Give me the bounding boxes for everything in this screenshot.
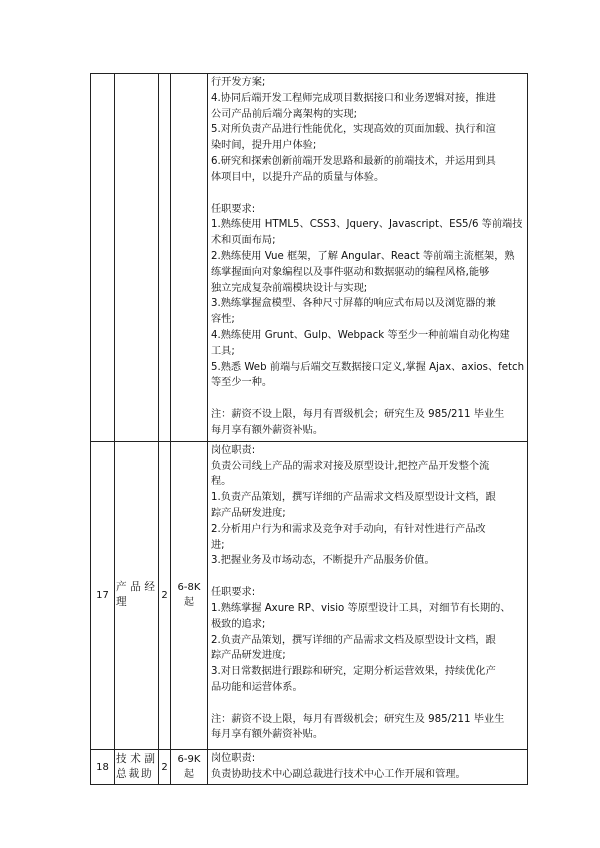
row-number-cell — [91, 74, 115, 442]
row-number-cell: 17 — [91, 441, 115, 749]
description-line: 工具; — [211, 345, 235, 357]
description-line: 品功能和运营体系。 — [211, 681, 303, 693]
job-table-body — [91, 74, 528, 785]
description-line: 3.熟练掌握盒模型、各种尺寸屏幕的响应式布局以及浏览器的兼 — [211, 298, 496, 310]
description-line: 3.对日常数据进行跟踪和研究，定期分析运营效果，持续优化产 — [211, 666, 496, 678]
description-line: 岗位职责: — [211, 752, 256, 764]
description-line: 3.把握业务及市场动态，不断提升产品服务价值。 — [211, 555, 435, 567]
description-line: 2.熟练使用 Vue 框架，了解 Angular、React 等前端主流框架，熟 — [211, 250, 515, 262]
blank-line — [211, 696, 525, 712]
description-line: 1.熟练使用 HTML5、CSS3、Jquery、Javascript、ES5/6 等前端技 — [211, 219, 523, 231]
description-line: 岗位职责: — [211, 444, 256, 456]
description-line: 进; — [211, 539, 225, 551]
description-line: 公司产品前后端分离架构的实现; — [211, 108, 358, 120]
description-line: 踪产品研发进度; — [211, 650, 286, 662]
description-line: 容性; — [211, 314, 235, 326]
description-line: 负责公司线上产品的需求对接及原型设计,把控产品开发整个流 — [211, 460, 490, 472]
description-line: 1.负责产品策划，撰写详细的产品需求文档及原型设计文档，跟 — [211, 492, 496, 504]
position-title-cell — [115, 74, 159, 442]
description-line: 6.研究和探索创新前端开发思路和最新的前端技术，并运用到具 — [211, 155, 496, 167]
description-line: 体项目中，以提升产品的质量与体验。 — [211, 171, 385, 183]
description-line: 注：薪资不设上限，每月有晋级机会；研究生及 985/211 毕业生 — [211, 713, 505, 725]
description-line: 5.熟悉 Web 前端与后端交互数据接口定义,掌握 Ajax、axios、fetch — [211, 361, 525, 373]
description-line: 注：薪资不设上限，每月有晋级机会；研究生及 985/211 毕业生 — [211, 409, 505, 421]
description-line: 程。 — [211, 476, 232, 488]
job-row — [91, 749, 528, 785]
description-line: 极致的追求; — [211, 618, 266, 630]
job-row — [91, 441, 528, 749]
description-line: 每月享有额外薪资补贴。 — [211, 424, 324, 436]
description-line: 2.负责产品策划，撰写详细的产品需求文档及原型设计文档，跟 — [211, 634, 496, 646]
blank-line — [211, 569, 525, 585]
description-line: 练掌握面向对象编程以及事件驱动和数据驱动的编程风格,能够 — [211, 266, 490, 278]
description-line: 术和页面布局; — [211, 235, 276, 247]
description-line: 负责协助技术中心副总裁进行技术中心工作开展和管理。 — [211, 768, 466, 780]
job-table-container — [90, 73, 527, 785]
description-line: 4.熟练使用 Grunt、Gulp、Webpack 等至少一种前端自动化构建 — [211, 329, 510, 341]
salary-cell — [171, 74, 208, 442]
row-number-cell: 18 — [91, 749, 115, 785]
description-line: 独立完成复杂前端模块设计与实现; — [211, 282, 368, 294]
description-line: 任职要求: — [211, 587, 256, 599]
position-title-cell: 产品经理 — [115, 441, 159, 749]
description-line: 染时间，提升用户体验; — [211, 140, 317, 152]
description-line: 行开发方案; — [211, 77, 266, 88]
description-line: 1.熟练掌握 Axure RP、visio 等原型设计工具，对细节有长期的、 — [211, 602, 511, 614]
description-line: 5.对所负责产品进行性能优化，实现高效的页面加载、执行和渲 — [211, 124, 496, 136]
position-title-cell: 技术副总裁助 — [115, 749, 159, 785]
description-line: 踪产品研发进度; — [211, 507, 286, 519]
blank-line — [211, 391, 525, 407]
job-description-cell — [208, 749, 528, 785]
job-table — [90, 73, 528, 785]
description-line: 每月享有额外薪资补贴。 — [211, 729, 324, 741]
job-description-cell — [208, 441, 528, 749]
description-line: 等至少一种。 — [211, 377, 273, 389]
job-row — [91, 74, 528, 442]
headcount-cell — [159, 74, 171, 442]
salary-cell: 6-9K 起 — [171, 749, 208, 785]
salary-cell: 6-8K 起 — [171, 441, 208, 749]
description-line: 4.协同后端开发工程师完成项目数据接口和业务逻辑对接，推进 — [211, 92, 496, 104]
job-description-cell — [208, 74, 528, 442]
headcount-cell: 2 — [159, 441, 171, 749]
blank-line — [211, 186, 525, 202]
description-line: 任职要求: — [211, 203, 256, 215]
description-line: 2.分析用户行为和需求及竞争对手动向，有针对性进行产品改 — [211, 523, 486, 535]
headcount-cell: 2 — [159, 749, 171, 785]
